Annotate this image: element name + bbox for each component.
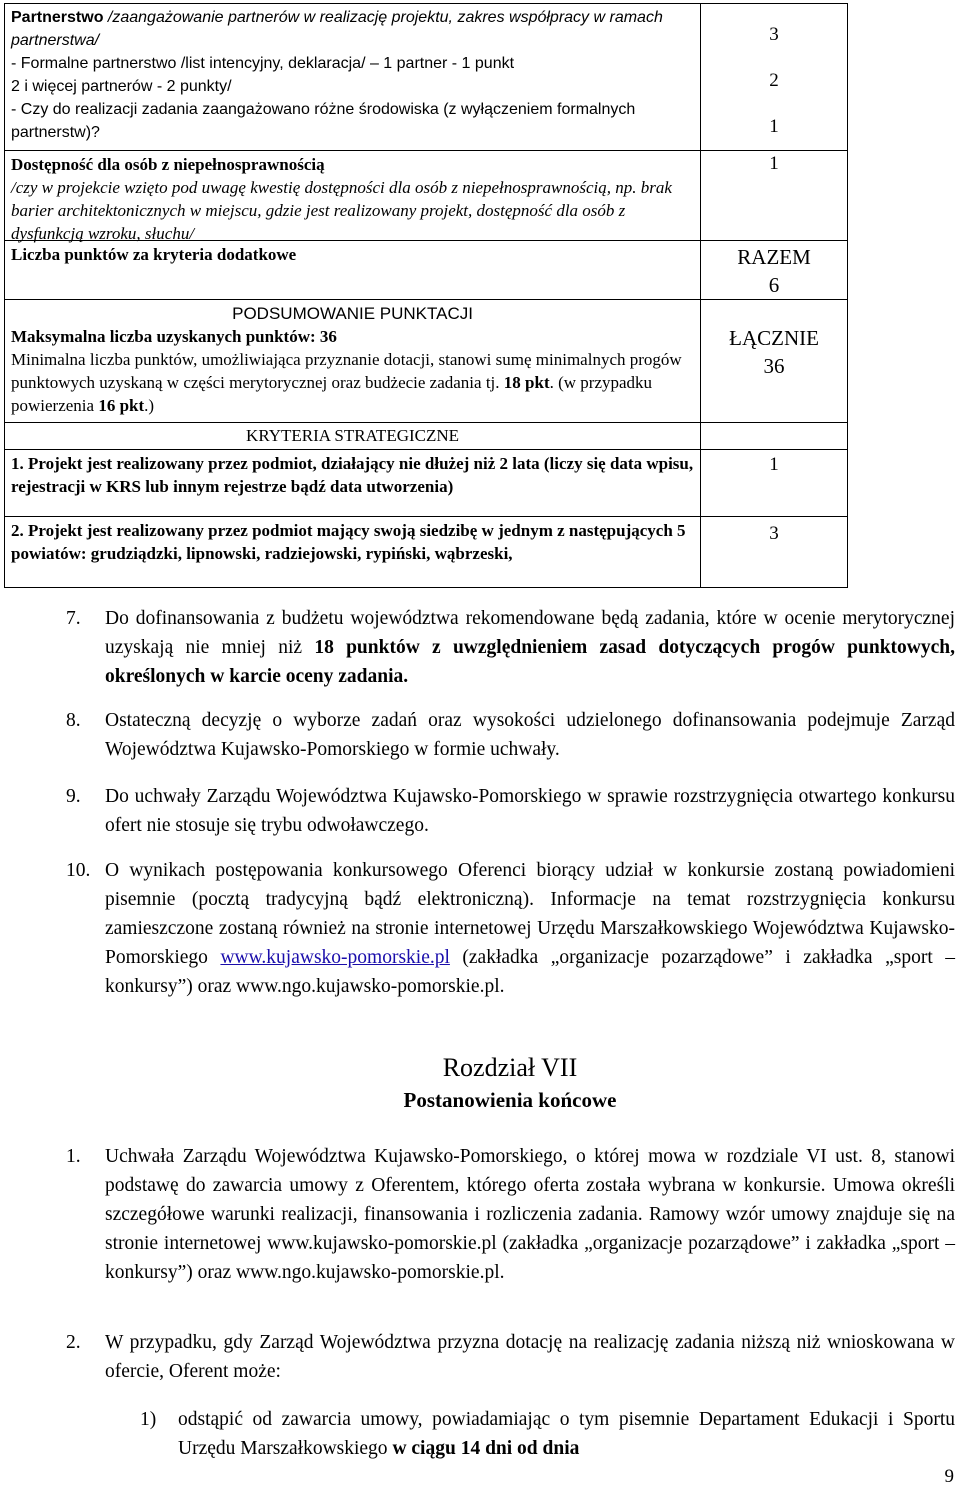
item-7-part: Do dofinansowania z budżetu województwa rekomendowane będą zadania, które w ocenie merytorycznej uzyskają nie mniej niż <box>105 608 955 658</box>
grand-total-value: 36 <box>763 354 785 378</box>
grand-total-label: ŁĄCZNIE <box>729 326 819 350</box>
total-value: 6 <box>768 273 780 297</box>
final-2-text: W przypadku, gdy Zarząd Województwa przyzna dotację na realizację zadania niższą niż wnioskowana w ofercie, Oferent może: <box>105 1332 955 1382</box>
grand-total-cell <box>701 300 848 423</box>
final-2-1-part: odstąpić od zawarcia umowy, powiadamiając o tym pisemnie Departament Edukacji i Sportu Urzędu Marszałkowskiego <box>178 1409 955 1459</box>
item-10-part: O wynikach postępowania konkursowego Oferenci biorący udział w konkursie zostaną powiadomieni pisemnie (pocztą tradycyjną bądź elektroniczną). Informacje na temat rozstrzygnięcia konkursu zamieszczone zostaną również na stronie internetowej Urzędu Marszałkowskiego Województwa Kujawsko-Pomorskiego <box>105 860 955 968</box>
accessibility-criterion-cell <box>5 151 701 241</box>
additional-points-cell <box>5 241 701 300</box>
points-value: 1 <box>769 454 779 475</box>
min-points-value-2: 16 pkt <box>98 396 145 415</box>
partnership-title: Partnerstwo <box>11 9 104 26</box>
strategic-criterion-1: 1. Projekt jest realizowany przez podmiot, działający nie dłużej niż 2 lata (liczy się data wpisu, rejestracji w KRS lub innym rejestrze bądź data utworzenia) <box>11 454 694 496</box>
strategic-points-2-cell <box>701 517 848 588</box>
item-9-text: Do uchwały Zarządu Województwa Kujawsko-Pomorskiego w sprawie rozstrzygnięcia otwartego konkursu ofert nie stosuje się trybu odwoławczego. <box>105 786 955 836</box>
website-link[interactable]: www.kujawsko-pomorskie.pl <box>220 947 450 968</box>
final-2-1-bold: w ciągu 14 dni od dnia <box>392 1438 580 1459</box>
strategic-heading: KRYTERIA STRATEGICZNE <box>246 426 460 445</box>
summary-heading: PODSUMOWANIE PUNKTACJI <box>232 304 473 323</box>
points-value: 1 <box>769 116 779 137</box>
item-number: 7. <box>66 608 81 629</box>
final-2-1-text <box>178 1405 955 1463</box>
additional-points-label: Liczba punktów za kryteria dodatkowe <box>11 245 297 264</box>
accessibility-desc: /czy w projekcie wzięto pod uwagę kwestię dostępności dla osób z niepełnosprawnością, np. brak barier architektonicznych w miejscu, gdzie jest realizowany projekt, dostępność dla osób z dysfunkcją wzroku, słuchu/ <box>11 178 672 243</box>
item-7-bold: 18 punktów z uwzględnieniem zasad dotyczących progów punktowych, określonych w karcie oceny zadania. <box>105 637 955 687</box>
points-value: 1 <box>769 153 779 174</box>
strategic-heading-cell <box>5 423 701 450</box>
partnership-desc: /zaangażowanie partnerów w realizację projektu, zakres współpracy w ramach partnerstwa/ <box>11 9 663 49</box>
item-number: 1. <box>66 1146 81 1167</box>
total-cell <box>701 241 848 300</box>
item-10-part: (zakładka „organizacje pozarządowe” i zakładka „sport – konkursy”) oraz www.ngo.kujawsko-pomorskie.pl. <box>105 947 956 997</box>
final-1-text: Uchwała Zarządu Województwa Kujawsko-Pomorskiego, o której mowa w rozdziale VI ust. 8, stanowi podstawę do zawarcia umowy z Oferentem, którego oferta została wybrana w konkursie. Umowa określi szczegółowe warunki realizacji, finansowania i rozliczenia zadania. Ramowy wzór umowy znajduje się na stronie internetowej www.kujawsko-pomorskie.pl (zakładka „organizacje pozarządowe” i zakładka „sport – konkursy”) oraz www.ngo.kujawsko-pomorskie.pl. <box>105 1146 955 1283</box>
partnership-line: - Czy do realizacji zadania zaangażowano różne środowiska (z wyłączeniem formalnych partnerstw)? <box>11 101 636 141</box>
strategic-points-1-cell <box>701 450 848 517</box>
points-value: 3 <box>769 523 779 544</box>
item-number: 1) <box>140 1409 157 1430</box>
chapter-subtitle: Postanowienia końcowe <box>403 1088 617 1112</box>
partnership-points-cell <box>701 4 848 151</box>
total-label: RAZEM <box>737 245 811 269</box>
min-points-value: 18 pkt <box>503 373 550 392</box>
summary-cell <box>5 300 701 423</box>
scoring-table <box>4 3 848 588</box>
item-number: 8. <box>66 710 81 731</box>
points-value: 2 <box>769 70 779 91</box>
item-number: 10. <box>66 860 91 881</box>
partnership-criterion-cell <box>5 4 701 151</box>
partnership-line: 2 i więcej partnerów - 2 punkty/ <box>11 78 232 95</box>
min-points-text: .) <box>144 396 155 415</box>
points-value: 3 <box>769 24 779 45</box>
accessibility-title: Dostępność dla osób z niepełnosprawnością <box>11 155 325 174</box>
item-number: 2. <box>66 1332 81 1353</box>
accessibility-points-cell <box>701 151 848 241</box>
item-number: 9. <box>66 786 81 807</box>
item-7-text <box>105 604 955 691</box>
min-points-text: Minimalna liczba punktów, umożliwiająca przyznanie dotacji, stanowi sumę minimalnych progów punktowych uzyskaną w części merytorycznej oraz budżecie zadania tj. <box>11 350 682 392</box>
strategic-criterion-1-cell <box>5 450 701 517</box>
max-points-label: Maksymalna liczba uzyskanych punktów: 36 <box>11 327 337 346</box>
strategic-criterion-2-cell <box>5 517 701 588</box>
item-8-text: Ostateczną decyzję o wyborze zadań oraz wysokości udzielonego dofinansowania podejmuje Zarząd Województwa Kujawsko-Pomorskiego w formie uchwały. <box>105 710 955 760</box>
min-points-text: . (w przypadku powierzenia <box>11 373 653 415</box>
item-10-text <box>105 856 955 1001</box>
partnership-line: - Formalne partnerstwo /list intencyjny, deklaracja/ – 1 partner - 1 punkt <box>11 55 515 72</box>
page-number: 9 <box>944 1466 954 1487</box>
chapter-title: Rozdział VII <box>442 1053 578 1082</box>
strategic-criterion-2: 2. Projekt jest realizowany przez podmiot mający swoją siedzibę w jednym z następujących 5 powiatów: grudziądzki, lipnowski, radziejowski, rypiński, wąbrzeski, <box>11 521 686 563</box>
